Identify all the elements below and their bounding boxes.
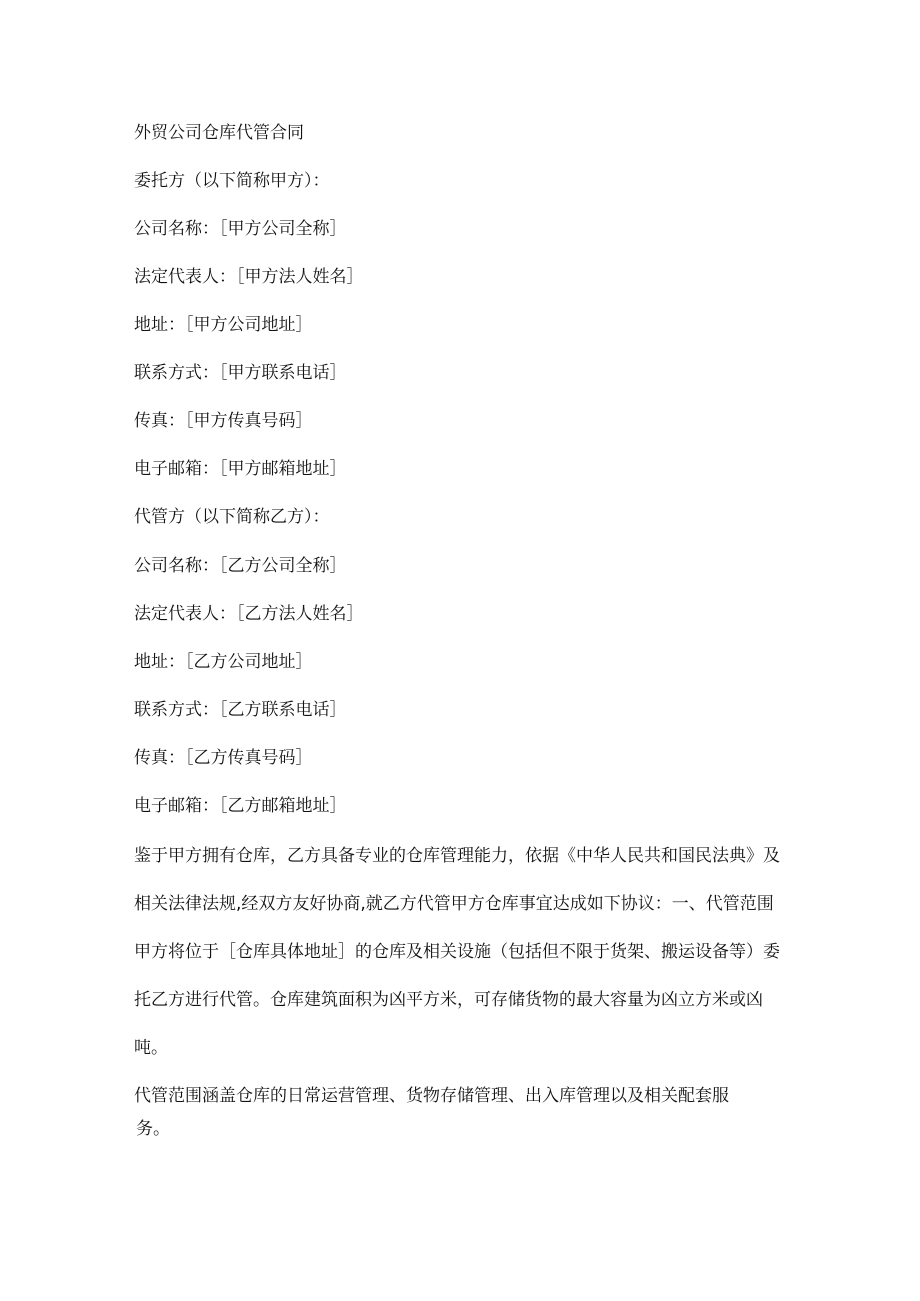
party-a-contact: 联系方式：［甲方联系电话］ (134, 363, 347, 383)
body-line: 鉴于甲方拥有仓库，乙方具备专业的仓库管理能力，依据《中华人民共和国民法典》及 (134, 846, 780, 866)
party-a-company-name: 公司名称：［甲方公司全称］ (134, 219, 347, 239)
party-a-address: 地址：［甲方公司地址］ (134, 315, 313, 335)
party-a-heading: 委托方（以下简称甲方）： (134, 171, 330, 191)
body-line: 吨。 (134, 1038, 168, 1058)
party-b-company-name: 公司名称：［乙方公司全称］ (134, 556, 347, 576)
body-line: 代管范围涵盖仓库的日常运营管理、货物存储管理、出入库管理以及相关配套服 (134, 1086, 729, 1106)
party-b-address: 地址：［乙方公司地址］ (134, 652, 313, 672)
body-line: 务。 (136, 1119, 170, 1139)
body-line: 甲方将位于［仓库具体地址］的仓库及相关设施（包括但不限于货架、搬运设备等）委 (134, 942, 780, 962)
party-b-email: 电子邮箱：［乙方邮箱地址］ (134, 796, 347, 816)
party-b-legal-rep: 法定代表人：［乙方法人姓名］ (134, 604, 364, 624)
party-a-legal-rep: 法定代表人：［甲方法人姓名］ (134, 267, 364, 287)
party-b-contact: 联系方式：［乙方联系电话］ (134, 700, 347, 720)
party-a-email: 电子邮箱：［甲方邮箱地址］ (134, 459, 347, 479)
document-title: 外贸公司仓库代管合同 (134, 123, 304, 143)
body-line: 相关法律法规,经双方友好协商,就乙方代管甲方仓库事宜达成如下协议：一、代管范围 (134, 894, 774, 914)
body-line: 托乙方进行代管。仓库建筑面积为凶平方米，可存储货物的最大容量为凶立方米或凶 (134, 990, 763, 1010)
party-a-fax: 传真：［甲方传真号码］ (134, 411, 313, 431)
party-b-fax: 传真：［乙方传真号码］ (134, 748, 313, 768)
party-b-heading: 代管方（以下简称乙方）： (134, 507, 330, 527)
